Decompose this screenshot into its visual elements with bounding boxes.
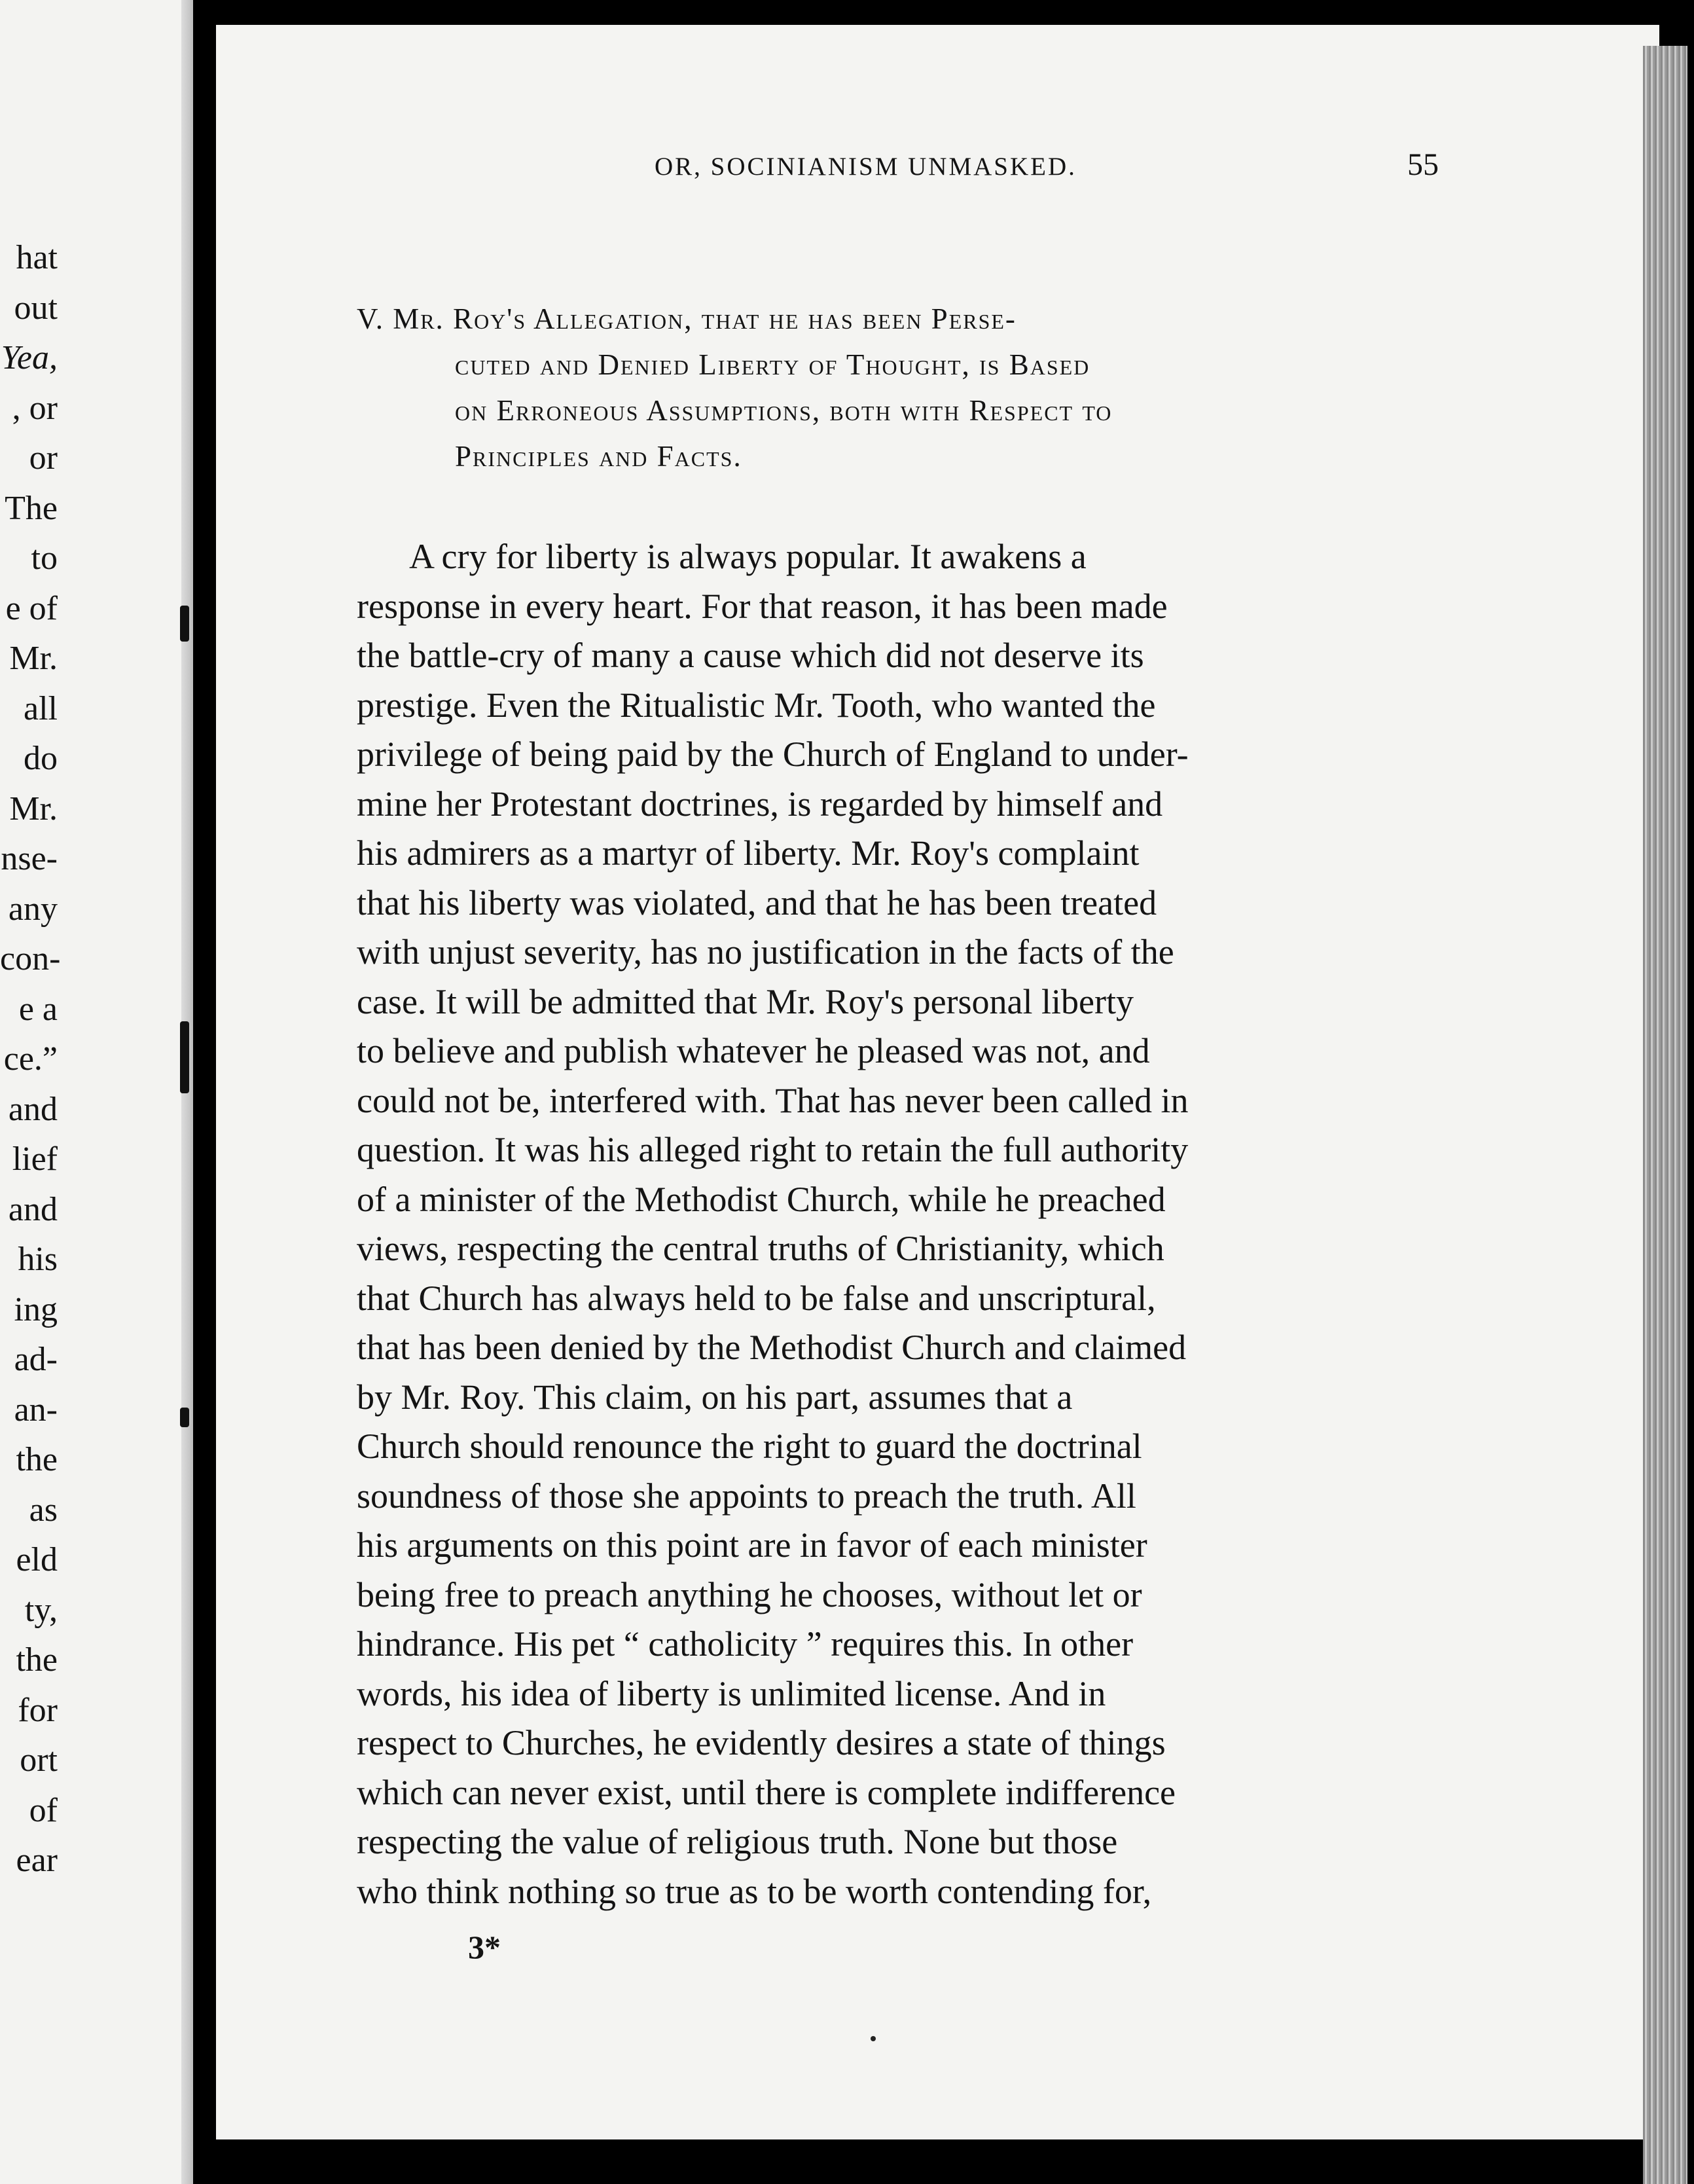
body-line: his arguments on this point are in favor of each minister — [357, 1525, 1147, 1565]
left-page-fragment: ing — [14, 1290, 58, 1328]
left-page-fragment: for — [18, 1691, 58, 1729]
left-page-fragment: any — [8, 890, 58, 928]
left-page-fragment: ort — [20, 1741, 58, 1779]
body-line: question. It was his alleged right to retain the full authority — [357, 1130, 1189, 1169]
running-head: OR, SOCINIANISM UNMASKED. — [655, 153, 1077, 181]
body-line: could not be, interfered with. That has never been called in — [357, 1080, 1189, 1120]
body-line: being free to preach anything he chooses, without let or — [357, 1574, 1142, 1614]
body-line: to believe and publish whatever he pleased was not, and — [357, 1031, 1150, 1070]
left-page — [0, 0, 193, 2184]
left-page-fragment: The — [5, 489, 58, 527]
heading-line: cuted and Denied Liberty of Thought, is Based — [455, 348, 1090, 381]
left-page-fragment: the — [16, 1441, 58, 1478]
body-line: which can never exist, until there is complete indifference — [357, 1772, 1176, 1812]
heading-line: V. Mr. Roy's Allegation, that he has been Perse- — [357, 302, 1017, 335]
spine-mark — [180, 606, 189, 642]
left-page-fragment: out — [14, 289, 58, 327]
left-page-fragment: Yea, — [1, 339, 58, 376]
left-page-fragment: eld — [16, 1541, 58, 1578]
body-line: words, his idea of liberty is unlimited license. And in — [357, 1673, 1106, 1713]
body-line: Church should renounce the right to guard the doctrinal — [357, 1427, 1142, 1466]
body-line: with unjust severity, has no justification in the facts of the — [357, 932, 1174, 972]
body-line: soundness of those she appoints to preach the truth. All — [357, 1476, 1136, 1516]
left-page-fragment: ear — [16, 1842, 58, 1879]
body-line: privilege of being paid by the Church of England to under- — [357, 735, 1189, 774]
left-page-fragment: or — [29, 439, 58, 477]
left-page-fragment: nse- — [1, 840, 58, 877]
left-page-fragment: an- — [14, 1391, 58, 1429]
body-line: mine her Protestant doctrines, is regarded by himself and — [357, 784, 1163, 824]
left-page-fragment: , or — [12, 389, 58, 427]
left-page-fragment: as — [29, 1491, 58, 1529]
left-page-fragment: lief — [12, 1140, 58, 1178]
left-page-fragment: the — [16, 1641, 58, 1679]
left-page-fragment: hat — [16, 239, 58, 276]
body-line: prestige. Even the Ritualistic Mr. Tooth, who wanted the — [357, 685, 1156, 725]
page-number: 55 — [1407, 147, 1439, 182]
left-page-fragment: all — [24, 689, 58, 727]
left-page-fragment: ce.” — [3, 1040, 58, 1078]
left-page-fragment: e of — [5, 589, 58, 627]
left-page-fragment: of — [29, 1791, 58, 1829]
left-page-fragment: his — [18, 1241, 58, 1278]
left-page-fragment: Mr. — [9, 790, 58, 828]
left-page-fragment: con- — [0, 940, 61, 977]
body-line: that his liberty was violated, and that he has been treated — [357, 883, 1157, 922]
body-line: case. It will be admitted that Mr. Roy's personal liberty — [357, 981, 1134, 1021]
ink-speck — [871, 2036, 876, 2041]
heading-line: Principles and Facts. — [455, 440, 742, 473]
left-page-fragment: e a — [18, 990, 58, 1028]
body-line: respecting the value of religious truth. None but those — [357, 1822, 1118, 1861]
body-line: that has been denied by the Methodist Church and claimed — [357, 1328, 1187, 1367]
body-line: of a minister of the Methodist Church, while he preached — [357, 1179, 1166, 1219]
body-line: A cry for liberty is always popular. It awakens a — [409, 537, 1087, 576]
body-line: response in every heart. For that reason, it has been made — [357, 586, 1168, 626]
spine-mark — [180, 1408, 189, 1427]
left-page-fragment: ty, — [24, 1591, 58, 1629]
spine-mark — [180, 1021, 189, 1093]
body-line: who think nothing so true as to be worth contending for, — [357, 1871, 1152, 1911]
left-page-fragment: ad- — [14, 1341, 58, 1378]
body-line: views, respecting the central truths of Christianity, which — [357, 1229, 1164, 1268]
left-page-fragment: to — [31, 539, 58, 577]
left-page-fragment: and — [8, 1090, 58, 1128]
signature-mark: 3* — [468, 1929, 501, 1965]
left-page-fragment: do — [24, 740, 58, 777]
body-line: respect to Churches, he evidently desires a state of things — [357, 1723, 1166, 1762]
body-line: hindrance. His pet “ catholicity ” requires this. In other — [357, 1624, 1134, 1664]
heading-line: on Erroneous Assumptions, both with Respect to — [455, 394, 1113, 427]
left-page-fragment: and — [8, 1190, 58, 1228]
body-line: by Mr. Roy. This claim, on his part, assumes that a — [357, 1377, 1073, 1417]
body-line: his admirers as a martyr of liberty. Mr. Roy's complaint — [357, 833, 1140, 873]
body-line: the battle-cry of many a cause which did not deserve its — [357, 636, 1144, 675]
page-edge — [1643, 46, 1687, 2184]
body-line: that Church has always held to be false and unscriptural, — [357, 1278, 1156, 1318]
left-page-fragment: Mr. — [9, 640, 58, 677]
